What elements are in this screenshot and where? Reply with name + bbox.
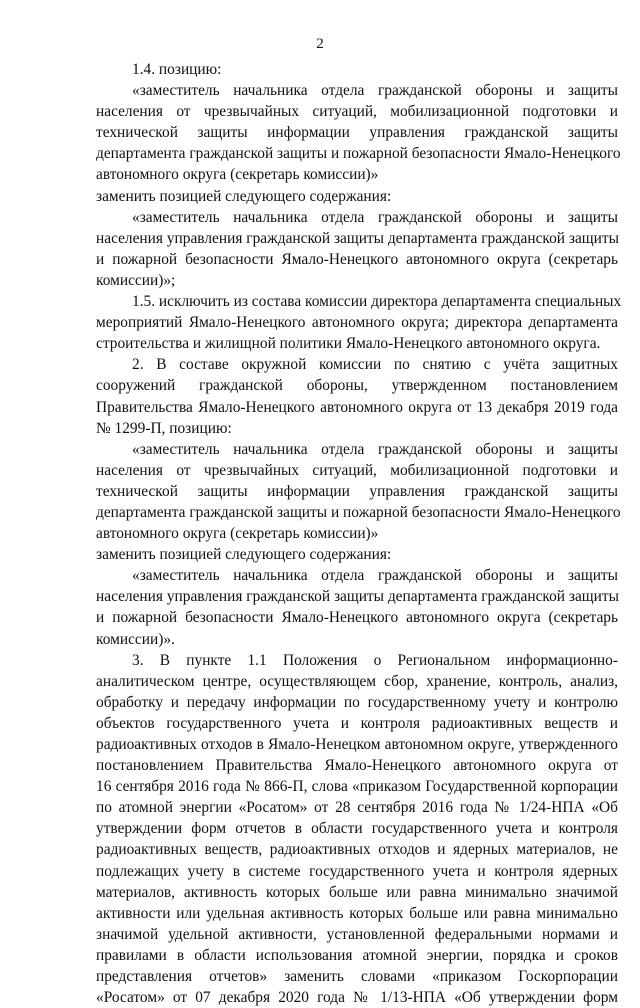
paragraph (96, 59, 618, 80)
text-line: представления отчетов» заменить словами «приказом Госкорпорации (96, 968, 618, 986)
text-line: «заместитель начальника отдела гражданской обороны и защиты (132, 82, 618, 100)
text-line: радиоактивных веществ, радиоактивных отходов и ядерных материалов, не (96, 841, 618, 859)
page-number: 2 (316, 36, 324, 52)
text-line: департамента гражданской защиты и пожарной безопасности Ямало-Ненецкого (96, 145, 621, 163)
paragraph (96, 186, 618, 207)
text-line: и пожарной безопасности Ямало-Ненецкого автономного округа (секретарь (96, 609, 618, 627)
text-line: департамента гражданской защиты и пожарной безопасности Ямало-Ненецкого (96, 503, 621, 521)
paragraph (96, 565, 618, 649)
text-line: строительства и жилищной политики Ямало-Ненецкого автономного округа. (96, 335, 601, 353)
text-line: активности или удельная активность которых больше или равна минимально (96, 904, 618, 922)
text-line: аналитическом центре, осуществляющем сбор, хранение, контроль, анализ, (96, 672, 618, 690)
text-line: сооружений гражданской обороны, утвержденном постановлением (96, 377, 618, 395)
text-line: 3. В пункте 1.1 Положения о Региональном информационно- (132, 651, 618, 669)
text-line: «Росатом» от 07 декабря 2020 года № 1/13-НПА «Об утверждении форм (96, 989, 618, 1007)
text-line: значимой удельной активности, установленной федеральными нормами и (96, 925, 618, 943)
text-line: 1.4. позицию: (132, 61, 222, 78)
text-line: мероприятий Ямало-Ненецкого автономного округа; директора департамента (96, 314, 618, 332)
text-line: материалов, активность которых больше или равна минимально значимой (96, 883, 618, 901)
text-line: объектов государственного учета и контроля радиоактивных веществ и (96, 714, 618, 732)
text-line: № 1299-П, позицию: (96, 419, 232, 437)
text-line: населения от чрезвычайных ситуаций, мобилизационной подготовки и (96, 461, 618, 479)
paragraph (96, 291, 622, 354)
text-line: утверждении форм отчетов в области государственного учета и контроля (96, 820, 618, 838)
text-line: и пожарной безопасности Ямало-Ненецкого автономного округа (секретарь (96, 250, 618, 268)
text-line: населения управления гражданской защиты департамента гражданской защиты (96, 588, 619, 606)
text-line: по атомной энергии «Росатом» от 28 сентября 2016 года № 1/24-НПА «Об (96, 799, 618, 817)
document-body (96, 59, 622, 1008)
text-line: автономного округа (секретарь комиссии)» (96, 166, 379, 184)
text-line: «заместитель начальника отдела гражданской обороны и защиты (132, 208, 618, 226)
text-line: «заместитель начальника отдела гражданской обороны и защиты (132, 567, 618, 585)
paragraph (96, 439, 621, 544)
text-line: населения управления гражданской защиты департамента гражданской защиты (96, 229, 619, 247)
text-line: 2. В составе окружной комиссии по снятию с учёта защитных (132, 356, 618, 374)
paragraph (96, 544, 618, 565)
text-line: технической защиты информации управления гражданской защиты (96, 124, 618, 142)
text-line: технической защиты информации управления гражданской защиты (96, 482, 618, 500)
text-line: населения от чрезвычайных ситуаций, мобилизационной подготовки и (96, 103, 618, 121)
text-line: 16 сентября 2016 года № 866-П, слова «приказом Государственной корпорации (96, 778, 618, 796)
text-line: комиссии)». (96, 630, 175, 648)
text-line: Правительства Ямало-Ненецкого автономного округа от 13 декабря 2019 года (96, 398, 618, 416)
text-line: подлежащих учету в системе государственного учета и контроля ядерных (96, 862, 618, 880)
text-line: «заместитель начальника отдела гражданской обороны и защиты (132, 440, 618, 458)
paragraph (96, 207, 618, 291)
text-line: заменить позицией следующего содержания: (96, 546, 392, 564)
paragraph (96, 354, 618, 438)
paragraph (96, 650, 618, 1008)
text-line: правилами в области использования атомной энергии, порядка и сроков (96, 946, 618, 964)
text-line: автономного округа (секретарь комиссии)» (96, 525, 379, 543)
text-line: 1.5. исключить из состава комиссии директора департамента специальных (132, 293, 622, 311)
text-line: комиссии)»; (96, 271, 176, 289)
text-line: заменить позицией следующего содержания: (96, 187, 392, 205)
paragraph (96, 80, 621, 185)
text-line: радиоактивных отходов в Ямало-Ненецком автономном округе, утвержденного (96, 736, 618, 753)
text-line: постановлением Правительства Ямало-Ненецкого автономного округа от (96, 757, 618, 775)
text-line: обработку и передачу информации по государственному учету и контролю (96, 693, 618, 711)
